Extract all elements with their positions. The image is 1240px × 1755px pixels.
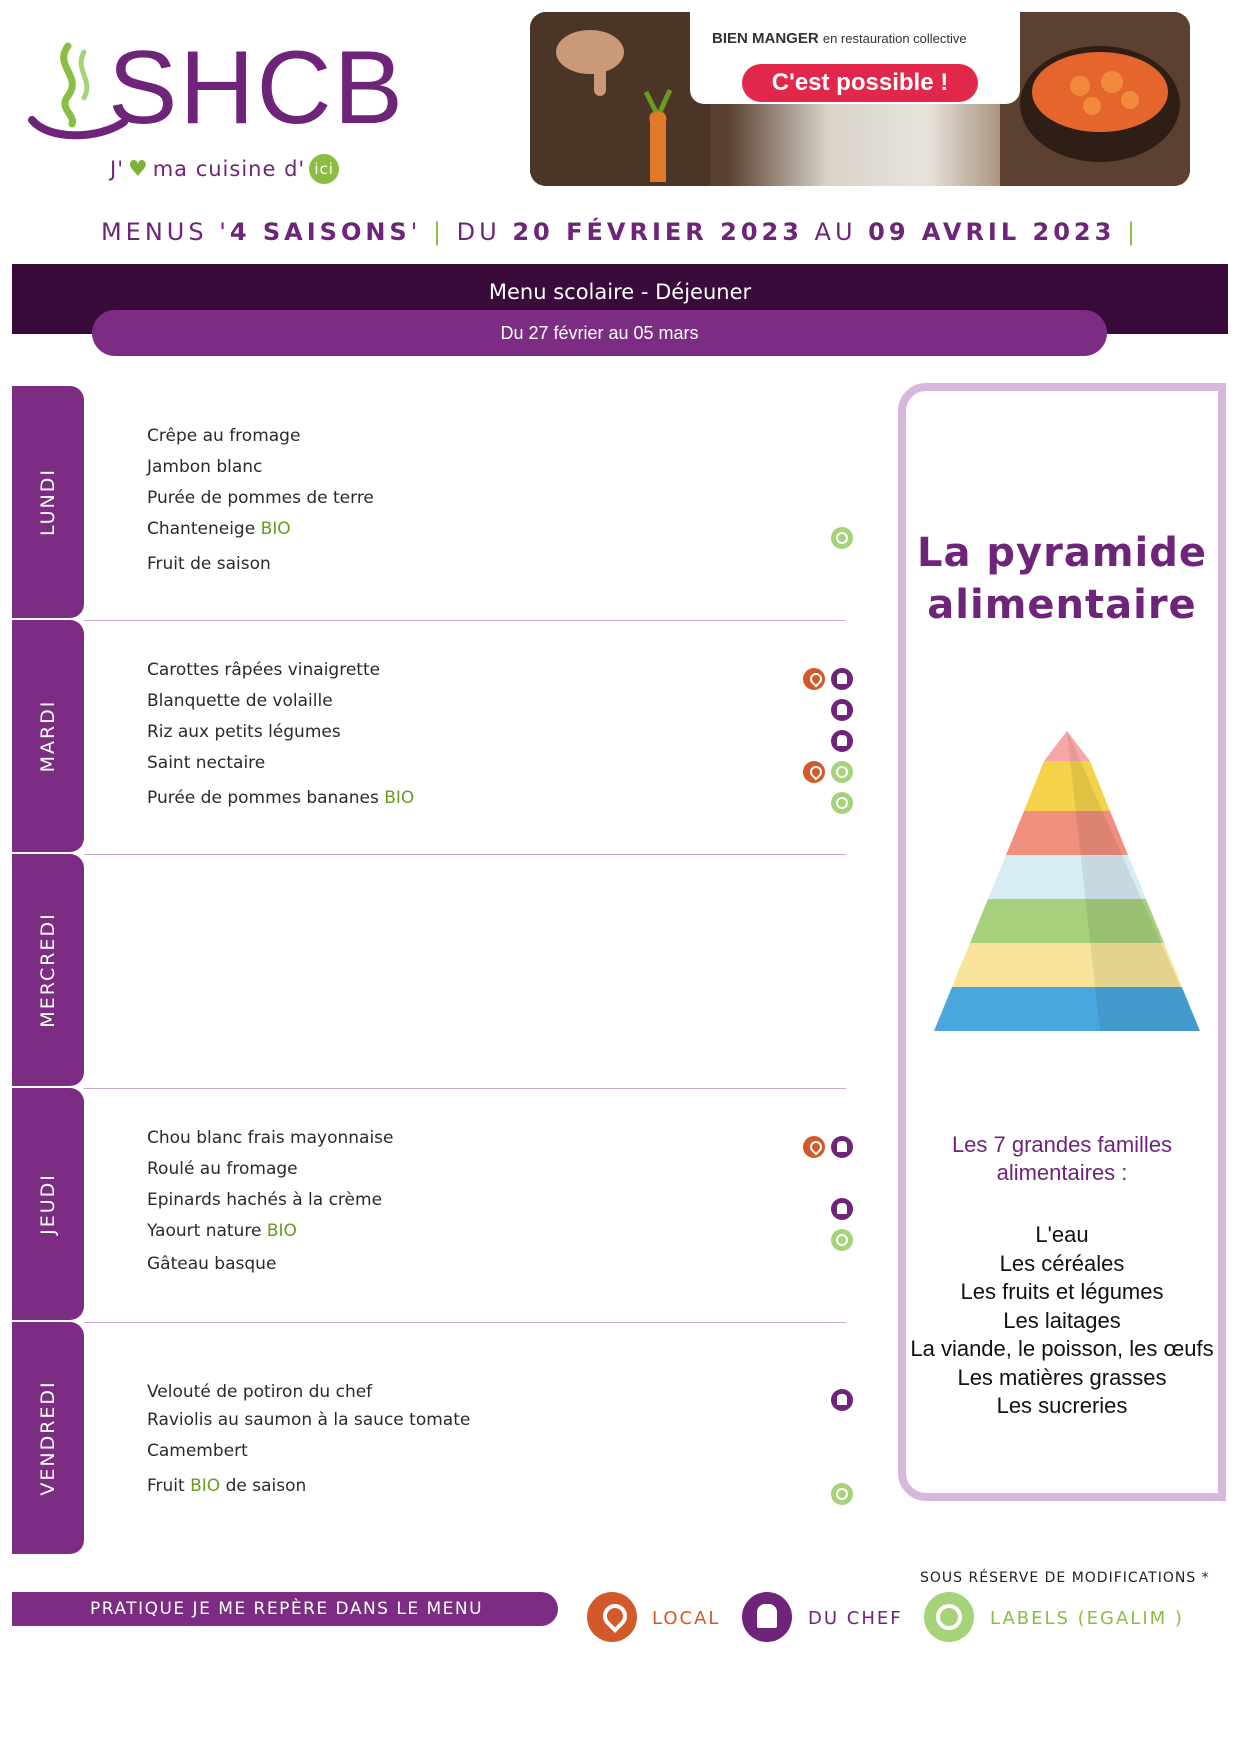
- pyramid-title-line: La pyramide: [917, 530, 1207, 576]
- dish-name: Velouté de potiron du chef: [147, 1382, 373, 1402]
- day-divider: [84, 620, 846, 621]
- chef-hat-icon: [742, 1592, 792, 1642]
- dish-item: [147, 1221, 297, 1241]
- chef-hat-icon: [831, 1198, 853, 1220]
- egalim-label-icon: [831, 1229, 853, 1251]
- families-heading: [906, 1131, 1218, 1187]
- family-item: Les céréales: [999, 1250, 1125, 1276]
- food-families-list: [906, 1221, 1218, 1421]
- carrot-dish-image: [1000, 12, 1190, 186]
- day-divider: [84, 854, 846, 855]
- day-label: JEUDI: [37, 1173, 59, 1235]
- dish-item: [147, 1476, 306, 1496]
- family-item: Les fruits et légumes: [960, 1279, 1164, 1304]
- dish-item: [147, 1128, 394, 1148]
- dish-item: [147, 753, 265, 773]
- chef-hat-icon: [831, 699, 853, 721]
- brand-tagline: [110, 154, 339, 184]
- dish-name: Fruit: [147, 1476, 191, 1496]
- banner-headline: [712, 30, 967, 47]
- dish-name: Raviolis au saumon à la sauce tomate: [147, 1410, 471, 1430]
- dish-item: [147, 722, 341, 742]
- legend-labels-label: LABELS (EGALIM ): [990, 1608, 1184, 1629]
- title-separator: |: [432, 218, 446, 246]
- menu-type-title: Menu scolaire - Déjeuner: [488, 280, 752, 304]
- tagline-prefix: J': [110, 157, 124, 181]
- dish-name: Camembert: [147, 1441, 248, 1461]
- dish-name: Roulé au fromage: [147, 1159, 298, 1179]
- dish-name: Epinards hachés à la crème: [147, 1190, 383, 1210]
- legend-bar: PRATIQUE JE ME REPÈRE DANS LE MENU: [12, 1592, 558, 1626]
- day-label: LUNDI: [37, 468, 59, 536]
- modification-notice: SOUS RÉSERVE DE MODIFICATIONS *: [920, 1570, 1210, 1586]
- family-item: Les matières grasses: [957, 1364, 1167, 1390]
- dish-name: Jambon blanc: [147, 457, 263, 477]
- dish-item: [147, 660, 380, 680]
- tagline-middle: ma cuisine d': [152, 157, 306, 181]
- family-item: L'eau: [1035, 1222, 1089, 1247]
- local-pin-icon: [803, 668, 825, 690]
- dish-name: Riz aux petits légumes: [147, 722, 341, 742]
- banner-pill: C'est possible !: [742, 64, 978, 102]
- local-pin-icon: [803, 1136, 825, 1158]
- bio-tag: BIO: [260, 519, 291, 539]
- menu-period-title: [0, 218, 1240, 246]
- dish-name: Yaourt nature: [147, 1221, 267, 1241]
- chef-hat-icon: [831, 730, 853, 752]
- title-separator: |: [1115, 218, 1140, 246]
- dish-item: [147, 1254, 276, 1274]
- heart-icon: ♥: [127, 156, 149, 182]
- dish-name: Purée de pommes bananes: [147, 788, 385, 808]
- food-pyramid-illustration: [920, 731, 1214, 1041]
- egalim-label-icon: [831, 527, 853, 549]
- chef-hat-icon: [831, 1389, 853, 1411]
- dish-item: [147, 1410, 470, 1430]
- dish-item: [147, 1190, 382, 1210]
- dish-name-suffix: de saison: [220, 1476, 307, 1496]
- week-range: Du 27 février au 05 mars: [92, 310, 1107, 356]
- day-tab-lundi: [12, 386, 84, 618]
- dish-name: Carottes râpées vinaigrette: [147, 660, 381, 680]
- day-tab-jeudi: [12, 1088, 84, 1320]
- title-end-date: 09 AVRIL 2023: [868, 218, 1116, 246]
- day-divider: [84, 1322, 846, 1323]
- title-start-date: 20 FÉVRIER 2023: [512, 218, 803, 246]
- local-pin-icon: [803, 761, 825, 783]
- chef-hat-icon: [831, 1136, 853, 1158]
- dish-item: [147, 457, 262, 477]
- dish-item: [147, 519, 291, 539]
- hand-sowing-image: [530, 12, 710, 186]
- dish-item: [147, 426, 300, 446]
- dish-name: Gâteau basque: [147, 1254, 277, 1274]
- dish-item: [147, 1382, 372, 1402]
- pyramid-title-line: alimentaire: [927, 582, 1197, 628]
- title-part: MENUS ': [100, 218, 230, 246]
- bio-tag: BIO: [190, 1476, 221, 1496]
- families-heading-line: Les 7 grandes familles: [951, 1132, 1173, 1157]
- egalim-label-icon: [831, 1483, 853, 1505]
- egalim-label-icon: [831, 792, 853, 814]
- day-tab-mercredi: [12, 854, 84, 1086]
- food-pyramid-panel: [898, 383, 1226, 1501]
- dish-name: Chanteneige: [147, 519, 261, 539]
- bio-tag: BIO: [266, 1221, 297, 1241]
- family-item: La viande, le poisson, les œufs: [910, 1336, 1214, 1361]
- chef-hat-icon: [831, 668, 853, 690]
- dish-item: [147, 488, 374, 508]
- dish-name: Fruit de saison: [147, 554, 271, 574]
- promo-banner: [530, 12, 1190, 186]
- legend-local-label: LOCAL: [652, 1608, 721, 1629]
- families-heading-line: alimentaires :: [996, 1160, 1128, 1185]
- dish-item: [147, 788, 414, 808]
- day-divider: [84, 1088, 846, 1089]
- dish-name: Crêpe au fromage: [147, 426, 301, 446]
- day-tab-vendredi: [12, 1322, 84, 1554]
- dish-name: Blanquette de volaille: [147, 691, 333, 711]
- local-pin-icon: [587, 1592, 637, 1642]
- egalim-label-icon: [924, 1592, 974, 1642]
- dish-name: Chou blanc frais mayonnaise: [147, 1128, 394, 1148]
- family-item: Les sucreries: [996, 1393, 1128, 1418]
- title-part: AU: [802, 218, 869, 246]
- pyramid-title: [906, 527, 1218, 631]
- dish-name: Purée de pommes de terre: [147, 488, 374, 508]
- family-item: Les laitages: [1003, 1307, 1121, 1333]
- title-season: 4 SAISONS: [229, 218, 411, 246]
- shcb-logo: [28, 30, 405, 196]
- bio-tag: BIO: [384, 788, 415, 808]
- day-tab-mardi: [12, 620, 84, 852]
- banner-headline-rest: en restauration collective: [822, 31, 967, 46]
- title-part: DU: [445, 218, 513, 246]
- egalim-label-icon: [831, 761, 853, 783]
- dish-name: Saint nectaire: [147, 753, 266, 773]
- dish-item: [147, 1441, 248, 1461]
- banner-headline-bold: BIEN MANGER: [712, 30, 819, 47]
- title-part: ': [410, 218, 433, 246]
- dish-item: [147, 691, 333, 711]
- brand-name: SHCB: [108, 30, 405, 146]
- dish-item: [147, 1159, 298, 1179]
- day-label: VENDREDI: [37, 1380, 59, 1496]
- legend-chef-label: DU CHEF: [808, 1608, 903, 1629]
- day-label: MARDI: [37, 699, 59, 773]
- ici-badge: ici: [309, 154, 339, 184]
- day-label: MERCREDI: [37, 912, 59, 1028]
- dish-item: [147, 554, 271, 574]
